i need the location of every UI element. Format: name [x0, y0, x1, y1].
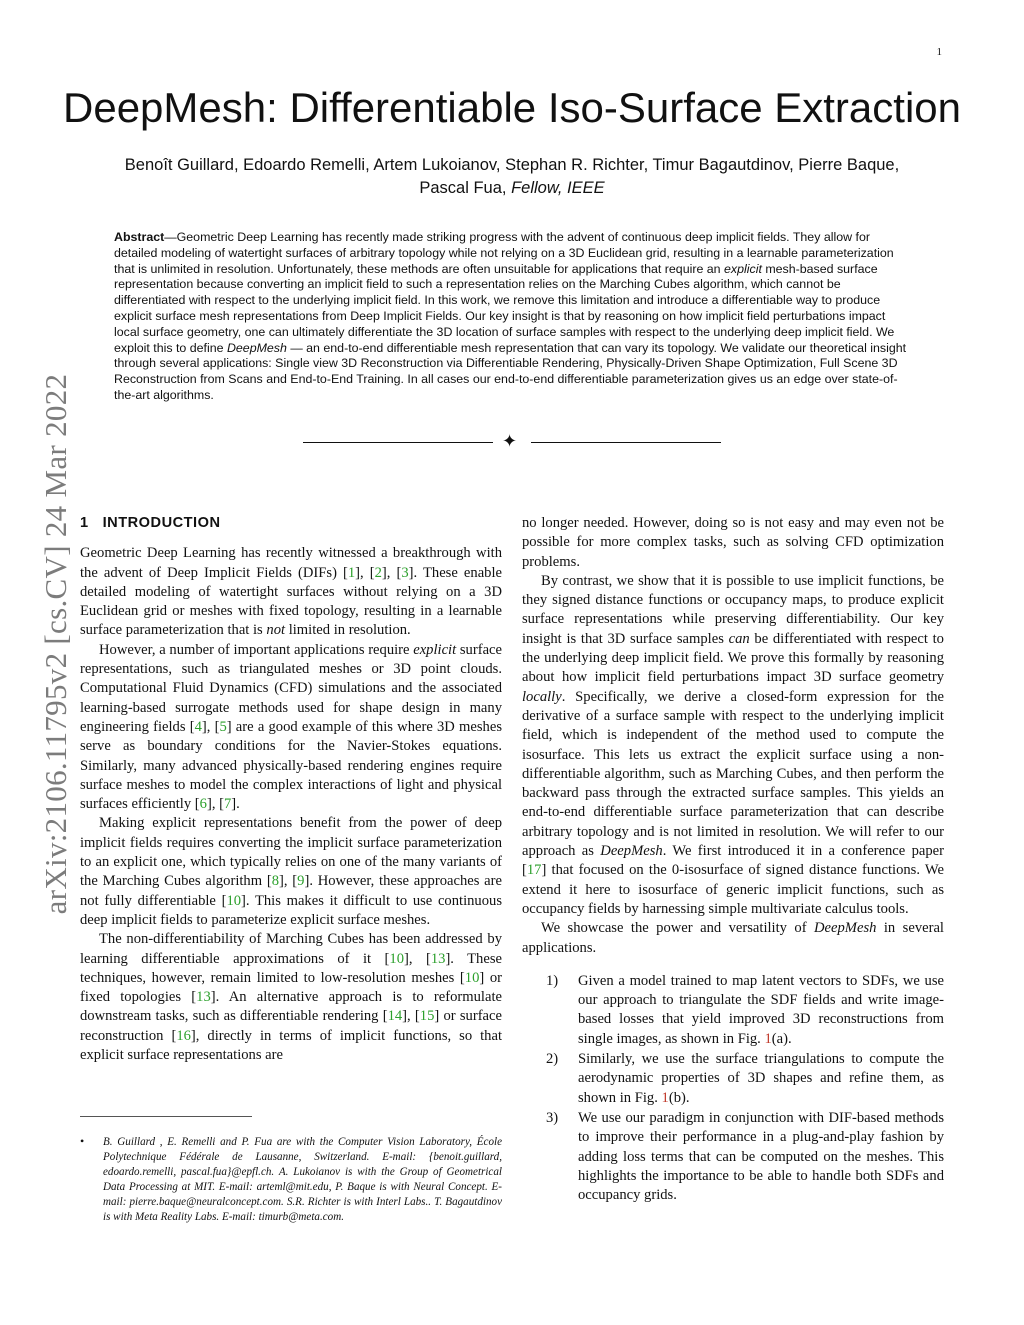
- citation-link[interactable]: 10: [226, 892, 242, 909]
- citation-link[interactable]: 8: [271, 873, 280, 890]
- arxiv-identifier-stamp: arXiv:2106.11795v2 [cs.CV] 24 Mar 2022: [38, 373, 73, 915]
- citation-link[interactable]: 10: [464, 969, 480, 986]
- list-item: 2) Similarly, we use the surface triangulations to compute the aerodynamic properties of 3D shapes and refine them, as shown in Fig. 1(b).: [546, 1051, 944, 1106]
- citation-link[interactable]: 9: [297, 873, 305, 890]
- author-line-1: Benoît Guillard, Edoardo Remelli, Artem Lukoianov, Stephan R. Richter, Timur Bagautdinov, Pierre Baque,: [124, 156, 900, 174]
- divider-rule: [303, 442, 493, 443]
- paragraph: By contrast, we show that it is possible to use implicit functions, be they signed distance functions or occupancy maps, to produce explicit surface representations while preserving differentiability. Our key insight is that 3D surface samples can be differentiated with respect to the underlying deep implicit field. We prove this formally by reasoning about how implicit field perturbations impact 3D surface geometry locally. Specifically, we derive a closed-form expression for the derivative of a surface sample with respect to the underlying implicit field, which is independent of the method used to compute the isosurface. This lets us extract the explicit surface using a non-differentiable algorithm, such as Marching Cubes, and then perform the backward pass through the extracted surface samples. This yields an end-to-end differentiable surface parameterization that can describe arbitrary topology and is not limited in resolution. We will refer to our approach as DeepMesh. We first introduced it in a conference paper [17] that focused on the 0-isosurface of signed distance functions. We extend it here to isosurface of generic implicit functions, such as occupancy fields by harnessing simple multivariate calculus tools.: [522, 572, 944, 917]
- list-item-label: 3): [546, 1109, 559, 1126]
- footnote: [80, 1135, 502, 1225]
- citation-link[interactable]: 13: [430, 950, 446, 967]
- figure-link[interactable]: 1: [764, 1030, 772, 1047]
- author-names: Pascal Fua,: [419, 179, 507, 197]
- abstract-emphasis: DeepMesh: [226, 340, 287, 355]
- abstract-text: mesh-based surface representation because converting an implicit field to such a representation relies on the Marching Cubes algorithm, which cannot be differentiated with respect to the underlying implicit field. In this work, we remove this limitation and introduce a differentiable way to produce explicit surface mesh representations from Deep Implicit Fields. Our key insight is that by reasoning on how implicit field perturbations impact local surface geometry, one can ultimately differentiate the 3D location of surface samples with respect to the underlying deep implicit field. We exploit this to define: [114, 261, 895, 355]
- abstract-label: Abstract: [114, 230, 165, 244]
- section-title: INTRODUCTION: [102, 515, 221, 531]
- paragraph: no longer needed. However, doing so is not easy and may even not be possible for more complex tasks, such as solving CFD optimization problems.: [522, 515, 944, 570]
- paragraph: Geometric Deep Learning has recently witnessed a breakthrough with the advent of Deep Implicit Fields (DIFs) [1], [2], [3]. These enable detailed modeling of watertight surfaces without relying on a 3D Euclidean grid or meshes with fixed topology, resulting in a learnable surface parameterization that is not limited in resolution.: [80, 545, 502, 639]
- section-number: 1: [80, 515, 89, 531]
- citation-link[interactable]: 6: [199, 796, 207, 813]
- citation-link[interactable]: 3: [401, 564, 409, 581]
- paper-title: DeepMesh: Differentiable Iso-Surface Extraction: [63, 84, 961, 131]
- application-list: [522, 972, 944, 1206]
- citation-link[interactable]: 14: [387, 1008, 403, 1025]
- citation-link[interactable]: 5: [219, 718, 227, 735]
- paragraph: We showcase the power and versatility of DeepMesh in several applications.: [522, 920, 944, 956]
- list-item: 1) Given a model trained to map latent vectors to SDFs, we use our approach to triangulate the SDF fields and write image-based losses that yield improved 3D reconstructions from single images, as shown in Fig. 1(a).: [546, 972, 944, 1047]
- divider-rule: [531, 442, 721, 443]
- list-item: 3) We use our paradigm in conjunction with DIF-based methods to improve their performance in a plug-and-play fashion by adding loss terms that can be computed on the meshes. This highlights the importance to be able to handle both SDFs and occupancy grids.: [546, 1109, 944, 1204]
- citation-link[interactable]: 1: [347, 564, 356, 581]
- paragraph: Making explicit representations benefit from the power of deep implicit fields requires converting the implicit surface parameterization to an explicit one, which typically relies on one of the many variants of the Marching Cubes algorithm [8], [9]. However, these approaches are not fully differentiable [10]. This makes it difficult to use continuous deep implicit fields to parameterize explicit surface meshes.: [80, 815, 503, 928]
- citation-link[interactable]: 16: [176, 1027, 191, 1044]
- author-line-2: [70, 177, 954, 200]
- paragraph: However, a number of important applications require explicit surface representations, such as triangulated meshes or 3D point clouds. Computational Fluid Dynamics (CFD) simulations and the associated learning-based surrogate methods used for shape design in many engineering fields [4], [5] are a good example of this where 3D meshes serve as boundary conditions for the Navier-Stokes equations. Similarly, many advanced physically-based rendering engines require surface meshes to model the complex interactions of light and physical surfaces efficiently [6], [7].: [80, 641, 502, 813]
- abstract-text: —Geometric Deep Learning has recently made striking progress with the advent of continuous deep implicit fields. They allow for detailed modeling of watertight surfaces of arbitrary topology while not relying on a 3D Euclidean grid, resulting in a learnable parameterization that is unlimited in resolution. Unfortunately, these methods are often unsuitable for applications that require an: [114, 230, 894, 276]
- abstract-text: — an end-to-end differentiable mesh representation that can vary its topology. We validate our theoretical insight through several applications: Single view 3D Reconstruction via Differentiable Rendering, Physically-Driven Shape Optimization, Full Scene 3D Reconstruction from Scans and End-to-End Training. In all cases our end-to-end differentiable parameterization gives us an edge over state-of-the-art algorithms.: [114, 340, 907, 402]
- section-divider: [303, 431, 721, 451]
- citation-link[interactable]: 15: [419, 1008, 435, 1025]
- section-heading: [80, 514, 502, 533]
- paragraph: The non-differentiability of Marching Cubes has been addressed by learning differentiable approximations of it [10], [13]. These techniques, however, remain limited to low-resolution meshes [10] or fixed topologies [13]. An alternative approach is to reformulate downstream tasks, such as differentiable rendering [14], [15] or surface reconstruction [16], directly in terms of implicit functions, so that explicit surface representations are: [80, 931, 502, 1064]
- figure-link[interactable]: 1: [661, 1089, 669, 1106]
- citation-link[interactable]: 7: [224, 796, 232, 813]
- citation-link[interactable]: 2: [374, 564, 382, 581]
- abstract: [114, 230, 912, 404]
- footnote-rule: [80, 1116, 252, 1117]
- citation-link[interactable]: 13: [196, 989, 211, 1006]
- footnote-bullet: •: [80, 1134, 85, 1148]
- citation-link[interactable]: 4: [194, 718, 202, 735]
- left-column: [80, 514, 502, 1065]
- list-item-label: 2): [546, 1051, 559, 1068]
- citation-link[interactable]: 17: [526, 862, 542, 879]
- author-list: [70, 154, 954, 200]
- footnote-text: B. Guillard , E. Remelli and P. Fua are with the Computer Vision Laboratory, École Polytechnique Fédérale de Lausanne, Switzerland. E-mail: {benoit.guillard, edoardo.remelli, pascal.fua}@epfl.ch. A. Lukoianov is with the Group of Geometrical Data Processing at MIT. E-mail: arteml@mit.edu, P. Baque is with Neural Concept. E-mail: pierre.baque@neuralconcept.com. S.R. Richter is with Interl Labs.. T. Bagautdinov is with Meta Reality Labs. E-mail: timurb@meta.com.: [103, 1136, 502, 1223]
- author-role: Fellow, IEEE: [511, 179, 605, 197]
- page-number: 1: [936, 46, 942, 58]
- abstract-emphasis: explicit: [724, 261, 762, 276]
- right-column: [522, 514, 944, 1206]
- list-item-label: 1): [546, 972, 559, 989]
- citation-link[interactable]: 10: [389, 950, 404, 967]
- divider-diamond-icon: ✦: [502, 431, 518, 451]
